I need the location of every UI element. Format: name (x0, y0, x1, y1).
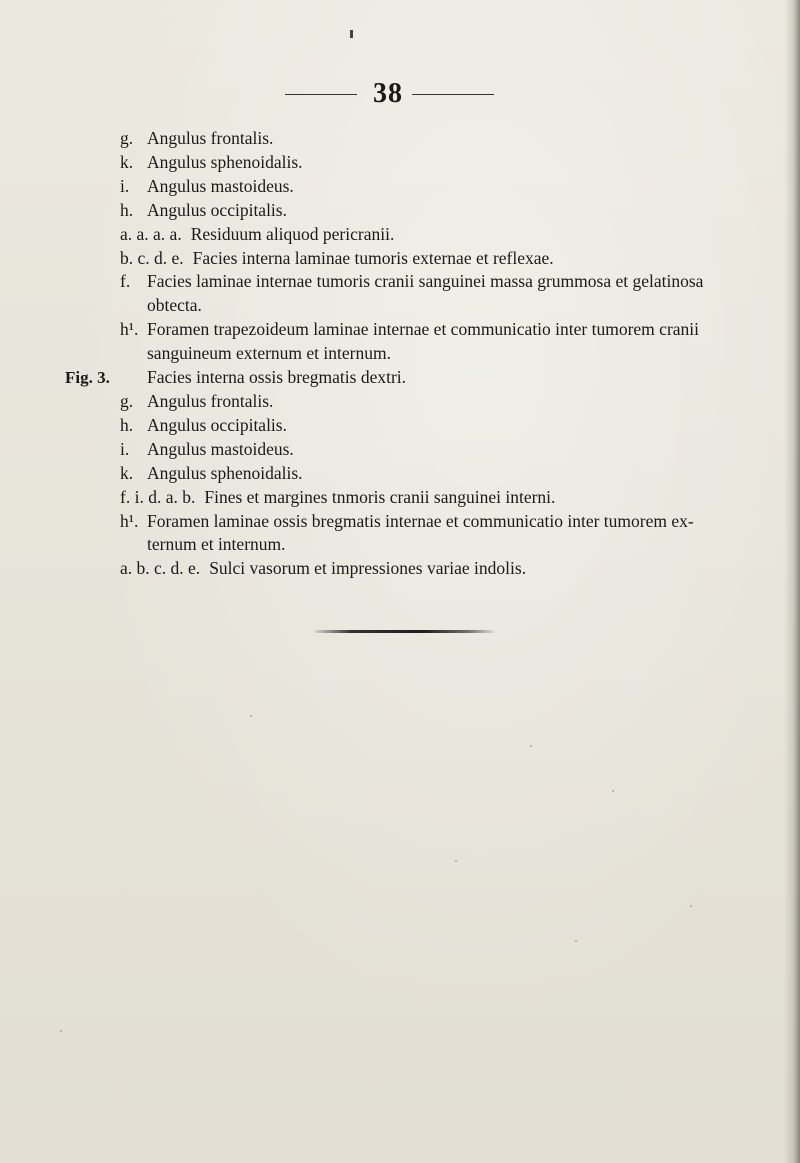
entry-text: Sulci vasorum et impressiones variae indolis. (209, 558, 527, 579)
entry-key: i. (120, 438, 130, 459)
entry-continuation: obtecta. (147, 295, 202, 316)
entry-text: Residuum aliquod pericranii. (190, 223, 395, 244)
entry-continuation: ternum et internum. (147, 534, 286, 555)
legend-entry (0, 462, 800, 486)
legend-entry (0, 199, 800, 223)
entry-key: b. c. d. e. (120, 247, 184, 268)
legend-entry (0, 175, 800, 199)
figure-heading (0, 366, 800, 390)
entry-text: Facies interna laminae tumoris externae et reflexae. (192, 247, 554, 268)
entry-key: i. (120, 175, 130, 196)
entry-text: Angulus mastoideus. (147, 438, 294, 459)
entry-text: Angulus sphenoidalis. (147, 151, 303, 172)
entry-text: Angulus mastoideus. (147, 175, 294, 196)
legend-entry (0, 270, 800, 294)
header-rule-right (412, 94, 494, 95)
entry-key: g. (120, 128, 134, 148)
entry-text: Fines et margines tnmoris cranii sanguinei interni. (204, 486, 556, 507)
paper-speck (690, 905, 692, 907)
figure-title: Facies interna ossis bregmatis dextri. (147, 367, 407, 388)
entry-key: a. a. a. a. (120, 223, 182, 244)
legend-list (0, 127, 800, 581)
legend-entry (0, 223, 800, 247)
entry-text: Foramen trapezoideum laminae internae et communicatio inter tumorem cranii (147, 319, 700, 340)
entry-key: k. (120, 462, 134, 483)
entry-text: Angulus occipitalis. (147, 414, 287, 435)
closing-rule (315, 630, 495, 633)
legend-entry (0, 318, 800, 342)
entry-continuation: sanguineum externum et internum. (147, 343, 391, 364)
legend-entry (0, 127, 800, 151)
legend-entry (0, 486, 800, 510)
entry-key: h. (120, 199, 134, 220)
entry-key: f. (120, 271, 131, 292)
entry-key: g. (120, 390, 134, 411)
legend-entry (0, 390, 800, 414)
legend-entry (0, 247, 800, 271)
printer-mark (350, 30, 353, 38)
paper-speck (250, 715, 252, 717)
paper-speck (575, 940, 577, 942)
legend-entry (0, 414, 800, 438)
entry-text: Angulus sphenoidalis. (147, 462, 303, 483)
page-number: 38 (373, 78, 403, 109)
entry-key: h. (120, 414, 134, 435)
entry-text: Angulus frontalis. (147, 390, 274, 411)
entry-text: Angulus occipitalis. (147, 199, 287, 220)
legend-entry (0, 151, 800, 175)
entry-text: Facies laminae internae tumoris cranii sanguinei massa grummosa et gelatinosa (147, 271, 704, 292)
entry-key: k. (120, 151, 134, 172)
entry-key: h¹. (120, 319, 139, 340)
entry-key: f. i. d. a. b. (120, 486, 196, 507)
entry-key: a. b. c. d. e. (120, 558, 201, 579)
figure-label: Fig. 3. (65, 368, 110, 388)
entry-text: Angulus frontalis. (147, 128, 274, 148)
paper-speck (455, 860, 457, 862)
paper-speck (60, 1030, 62, 1032)
paper-speck (612, 790, 614, 792)
paper-speck (530, 745, 532, 747)
header-rule-left (285, 94, 357, 95)
page-header (0, 78, 800, 114)
entry-key: h¹. (120, 510, 139, 531)
legend-entry (0, 557, 800, 581)
entry-text: Foramen laminae ossis bregmatis internae et communicatio inter tumorem ex- (147, 510, 694, 531)
legend-entry (0, 510, 800, 534)
legend-entry (0, 438, 800, 462)
